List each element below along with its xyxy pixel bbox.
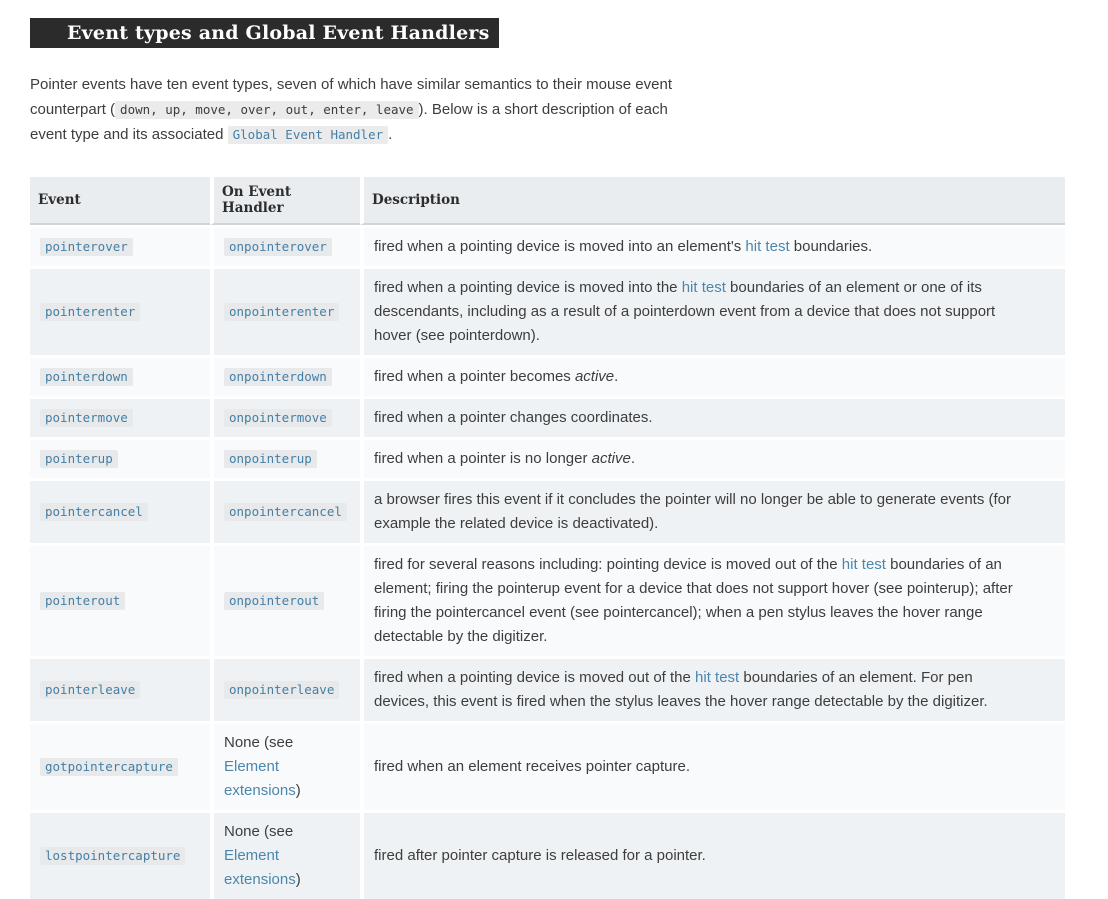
description-cell [360,355,1065,396]
text-link[interactable]: Element extensions [224,847,296,888]
text-segment: fired when a pointer becomes [374,368,575,385]
code-link[interactable]: onpointerup [224,450,317,468]
handler-cell [210,225,360,266]
code-link[interactable]: onpointerover [224,238,332,256]
event-code-link[interactable]: pointerdown [40,368,133,386]
table-row-lostpointercapture [30,810,1065,899]
text-segment: fired when a pointing device is moved out of the [374,669,696,686]
handler-cell [210,478,360,543]
table-row-pointerup [30,437,1065,478]
handler-cell [210,266,360,355]
description-cell [360,396,1065,437]
event-cell [30,478,210,543]
event-cell [30,396,210,437]
table-row-pointerout [30,543,1065,656]
text-segment: fired after pointer capture is released for a pointer. [374,847,706,864]
handler-cell [210,437,360,478]
description-cell [360,810,1065,899]
table-row-pointercancel [30,478,1065,543]
text-segment: fired when a pointer is no longer [374,450,592,467]
event-cell [30,543,210,656]
event-code-link[interactable]: pointerover [40,238,133,256]
text-link[interactable]: hit test [681,279,726,296]
inline-code: down, up, move, over, out, enter, leave [115,101,419,119]
handler-cell [210,355,360,396]
text-segment: boundaries of an element. For pen devices, this event is fired when the stylus leaves the hover range detectable by the digitizer. [374,669,988,710]
text-segment: fired for several reasons including: pointing device is moved out of the [374,556,842,573]
text-segment: . [630,450,635,467]
text-segment: . [388,126,393,143]
code-link[interactable]: onpointerdown [224,368,332,386]
handler-cell [210,543,360,656]
event-code-link[interactable]: pointermove [40,409,133,427]
description-cell [360,656,1065,721]
column-header-handler: On Event Handler [210,177,360,225]
text-segment: fired when a pointing device is moved into the [374,279,682,296]
table-row-pointermove [30,396,1065,437]
text-segment: boundaries of an element or one of its descendants, including as a result of a pointerdown event from a device that does not support hover (see pointerdown). [374,279,996,344]
text-segment: None (see [224,734,294,751]
handler-cell [210,656,360,721]
text-segment: fired when a pointing device is moved into an element's [374,238,746,255]
event-cell [30,437,210,478]
text-segment: ) [295,782,301,799]
code-link[interactable]: Global Event Handler [228,126,389,144]
code-link[interactable]: onpointerout [224,592,324,610]
text-link[interactable]: hit test [841,556,886,573]
event-cell [30,266,210,355]
event-code-link[interactable]: pointerenter [40,303,140,321]
event-code-link[interactable]: gotpointercapture [40,758,178,776]
text-link[interactable]: Element extensions [224,758,296,799]
emphasized-text: active [574,368,615,385]
text-segment: fired when an element receives pointer capture. [374,758,691,775]
section-heading: Event types and Global Event Handlers [30,18,499,48]
text-link[interactable]: hit test [745,238,790,255]
event-code-link[interactable]: pointerup [40,450,118,468]
event-code-link[interactable]: pointerout [40,592,125,610]
handler-cell [210,721,360,810]
event-code-link[interactable]: pointercancel [40,503,148,521]
handler-cell [210,396,360,437]
text-segment: Pointer events have ten event types, seven of which have similar semantics to their mouse event counterpart ( [30,76,672,118]
description-cell [360,266,1065,355]
event-cell [30,721,210,810]
description-cell [360,225,1065,266]
text-segment: None (see [224,823,294,840]
code-link[interactable]: onpointercancel [224,503,347,521]
table-row-pointerover [30,225,1065,266]
event-cell [30,355,210,396]
code-link[interactable]: onpointermove [224,409,332,427]
event-cell [30,810,210,899]
emphasized-text: active [591,450,631,467]
description-cell [360,437,1065,478]
table-row-pointerenter [30,266,1065,355]
event-types-table [30,177,1065,899]
code-link[interactable]: onpointerleave [224,681,339,699]
text-link[interactable]: hit test [695,669,740,686]
text-segment: boundaries. [789,238,873,255]
text-segment: ). Below is a short description of each event type and its associated [30,101,668,143]
description-cell [360,721,1065,810]
table-row-pointerdown [30,355,1065,396]
table-row-pointerleave [30,656,1065,721]
column-header-description: Description [360,177,1065,225]
event-code-link[interactable]: pointerleave [40,681,140,699]
text-segment: a browser fires this event if it concludes the pointer will no longer be able to generate events (for example the related device is deactivated). [374,491,1012,532]
text-segment: boundaries of an element; firing the pointerup event for a device that does not support hover (see pointerup); after firing the pointercancel event (see pointercancel); when a pen stylus leaves the hover range detectable by the digitizer. [374,556,1013,645]
text-segment: . [614,368,619,385]
description-cell [360,478,1065,543]
text-segment: ) [295,871,301,888]
code-link[interactable]: onpointerenter [224,303,339,321]
event-cell [30,656,210,721]
event-cell [30,225,210,266]
text-segment: fired when a pointer changes coordinates. [374,409,653,426]
column-header-event: Event [30,177,210,225]
intro-paragraph [30,72,675,147]
table-row-gotpointercapture [30,721,1065,810]
handler-cell [210,810,360,899]
table-header-row [30,177,1065,225]
description-cell [360,543,1065,656]
event-code-link[interactable]: lostpointercapture [40,847,185,865]
